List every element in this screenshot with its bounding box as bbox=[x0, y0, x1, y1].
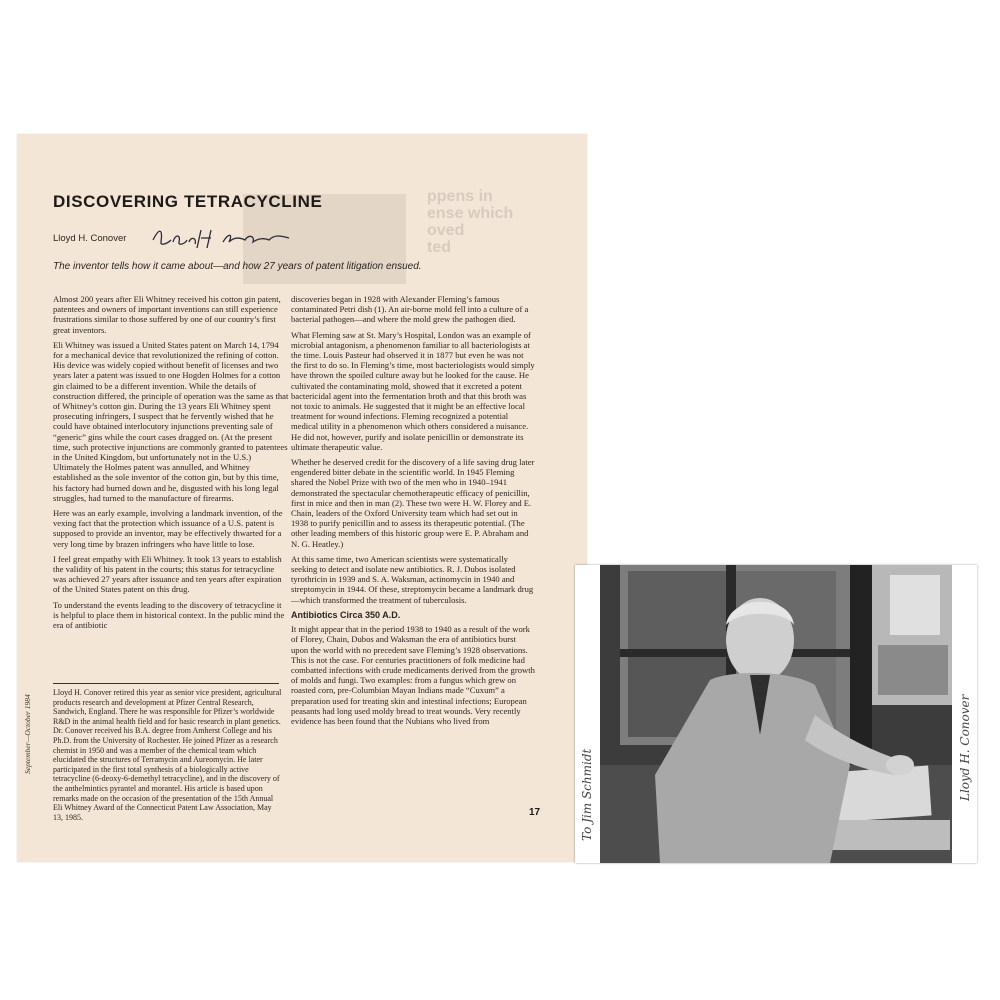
paragraph: What Fleming saw at St. Mary’s Hospital, London was an example of microbial antagonism, a phenomenon familiar to all bacteriologists at the time. Louis Pasteur had observed it in 1877 but even he was not the first to do so. In Fleming’s time, most bacteriologists would simply have thrown the spoiled culture away but he looked for the cause. He cultivated the contaminating mold, showed that it excreted a potent bactericidal agent into the fermentation broth and that this broth was not toxic to animals. He suggested that it might be an effective local treatment for wound infections. Fleming recognized a potential medical utility in a phenomenon which others considered a nuisance. He did not, however, purify and isolate penicillin or demonstrate its ultimate therapeutic value. bbox=[291, 329, 535, 452]
svg-text:To Jim Schmidt: To Jim Schmidt bbox=[580, 748, 594, 841]
paragraph: Whether he deserved credit for the discovery of a life saving drug later engendered bitter debate in the scientific world. In 1945 Fleming shared the Nobel Prize with two of the men who in 1940–1941 demonstrated the spectacular chemotherapeutic efficacy of penicillin, first in mice and then in man (2). These two were H. W. Florey and E. Chain, leaders of the Oxford University team which had set out in 1938 to purify penicillin and to assess its therapeutic potential. (The other leading members of this historic group were E. P. Abraham and N. G. Heatley.) bbox=[291, 457, 535, 549]
section-heading: Antibiotics Circa 350 A.D. bbox=[291, 609, 401, 620]
paragraph: Eli Whitney was issued a United States patent on March 14, 1794 for a mechanical device that revolutionized the refining of cotton. His device was widely copied without benefit of licenses and two years later a patent was issued to one Hogden Holmes for a cotton gin claimed to be a different invention. While the details of construction differed, the principle of operation was the same as that of Whitney’s cotton gin. During the 13 years Eli Whitney spent prosecuting infringers, I suspect that he fervently wished that he could have obtained interlocutory injunctions preventing sale of “generic” gins while the court cases dragged on. (At the present time, such protective injunctions are commonly granted to patentees in the United Kingdom, but unfortunately not in the U.S.) Ultimately the Holmes patent was annulled, and Whitney established as the sole inventor of the cotton gin, but by this time, his factory had burned down and he, disgusted with his long legal struggles, had turned to the manufacture of firearms. bbox=[53, 339, 289, 503]
portrait-illustration bbox=[600, 565, 952, 863]
footnote-divider bbox=[53, 683, 279, 684]
column-right bbox=[291, 294, 535, 731]
page-number: 17 bbox=[529, 807, 541, 818]
author-footnote: Lloyd H. Conover retired this year as senior vice president, agricultural products research and development at Pfizer Central Research, Sandwich, England. There he was responsible for Pfizer’s worldwide R&D in the animal health field and for basic research in plant genetics. Dr. Conover received his B.A. degree from Amherst College and his Ph.D. from the University of Rochester. He joined Pfizer as a research chemist in 1950 and was a member of the chemical team which elucidated the structures of Terramycin and Aureomycin. He later participated in the first total synthesis of a biologically active tetracycline (6-deoxy-6-demethyl tetracycline), and in the discovery of the anthelmintics pyrantel and morantel. His article is based upon remarks made on the occasion of the presentation of the 15th Annual Eli Whitney Award of the Connecticut Patent Law Association, May 13, 1985. bbox=[53, 688, 282, 822]
paragraph: discoveries began in 1928 with Alexander Fleming’s famous contaminated Petri dish (1). An air-borne mold fell into a culture of a bacterial pathogen—and where the mold grew the pathogen died. bbox=[291, 294, 529, 325]
paragraph: I feel great empathy with Eli Whitney. It took 13 years to establish the validity of his patent in the courts; this status for tetracycline was achieved 27 years after issuance and ten years after expiration of the United States patent on this drug. bbox=[53, 553, 282, 595]
author-byline: Lloyd H. Conover bbox=[53, 233, 127, 244]
paragraph: Here was an early example, involving a landmark invention, of the vexing fact that the protection which issuance of a U.S. patent is supposed to provide an inventor, may be effectively thwarted for a very long time by brazen infringers who have little to lose. bbox=[53, 508, 283, 549]
paragraph: Almost 200 years after Eli Whitney received his cotton gin patent, patentees and owners of important inventions can still experience frustrations similar to those suffered by one of our country’s first great inventors. bbox=[53, 294, 281, 335]
article-title: DISCOVERING TETRACYCLINE bbox=[53, 192, 323, 211]
issue-date: September—October 1984 bbox=[23, 694, 32, 774]
paragraph: It might appear that in the period 1938 to 1940 as a result of the work of Florey, Chain, Dubos and Waksman the era of antibiotics burst upon the world with no precedent save Fleming’s 1928 observations. This is not the case. For centuries practitioners of folk medicine had combatted infections with crude medicaments derived from the growth of molds and fungi. Two examples: from a fungus which grew on roasted corn, pre-Columbian Mayan Indians made “Cuxum” a preparation used for treating skin and intestinal infections; European peasants had long used moldy bread to treat wounds. Very recently evidence has been found that the Nubians who lived from bbox=[291, 624, 535, 726]
author-signature bbox=[149, 222, 299, 252]
portrait-photo bbox=[600, 565, 952, 863]
article-subtitle: The inventor tells how it came about—and how 27 years of patent litigation ensued. bbox=[53, 261, 422, 272]
photo-signature bbox=[954, 625, 976, 805]
signed-photograph bbox=[575, 565, 977, 863]
paragraph: To understand the events leading to the discovery of tetracycline it is helpful to place them in historical context. In the public mind the era of antibiotic bbox=[53, 599, 285, 631]
article-page bbox=[17, 134, 587, 862]
paragraph: At this same time, two American scientists were systematically seeking to detect and isolate new antibiotics. R. J. Dubos isolated tyrothricin in 1939 and S. A. Waksman, actinomycin in 1940 and streptomycin in 1944. Of these, streptomycin became a landmark drug—which transformed the treatment of tuberculosis. bbox=[291, 553, 534, 605]
svg-text:Lloyd H. Conover: Lloyd H. Conover bbox=[958, 694, 972, 801]
bleed-through-text: ppens in ense which oved ted bbox=[427, 188, 514, 256]
column-left bbox=[53, 294, 289, 635]
inscription-handwriting bbox=[577, 715, 597, 845]
